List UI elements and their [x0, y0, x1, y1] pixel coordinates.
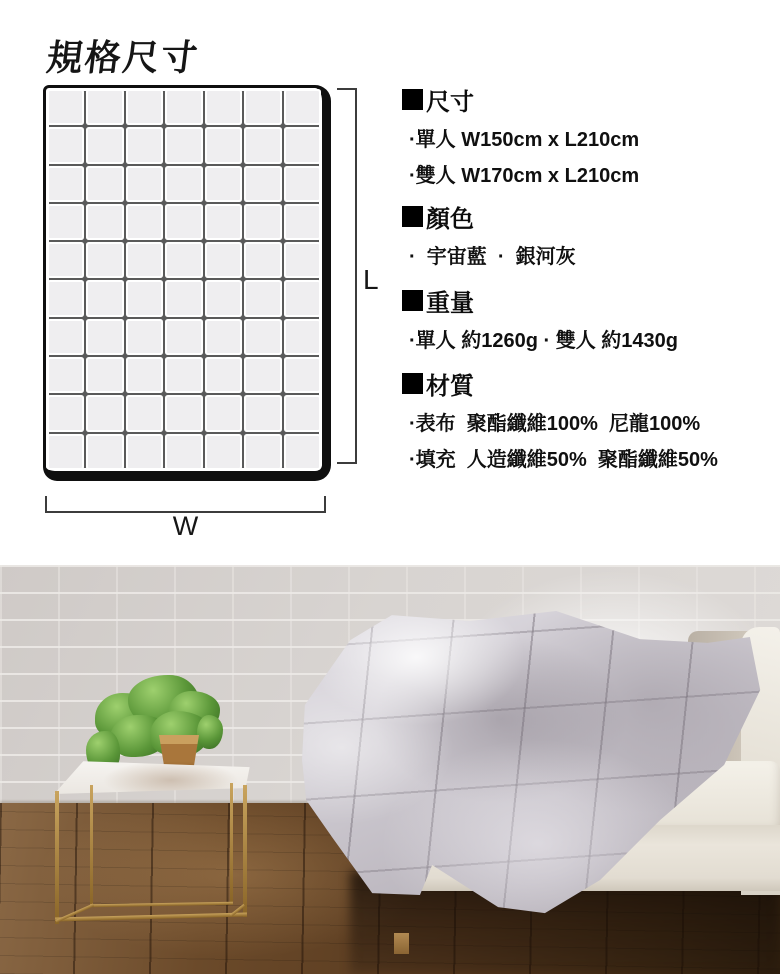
- quilt-cell: [49, 321, 82, 353]
- quilt-cell: [128, 168, 161, 200]
- quilt-cell: [246, 206, 279, 238]
- quilt-cell: [88, 206, 121, 238]
- quilt-cell: [88, 91, 121, 123]
- quilt-cell: [167, 168, 200, 200]
- quilt-cell: [167, 129, 200, 161]
- quilt-cell: [286, 244, 319, 276]
- spec-section-material: [402, 366, 774, 478]
- quilt-cell: [49, 129, 82, 161]
- spec-item: ·表布 聚酯纖維100% 尼龍100%: [409, 413, 701, 435]
- black-square-marker-icon: [402, 89, 423, 110]
- quilt-cell: [167, 244, 200, 276]
- section-heading: [402, 82, 774, 117]
- quilt-cell: [286, 91, 319, 123]
- quilt-cell: [246, 282, 279, 314]
- quilt-cell: [286, 282, 319, 314]
- section-heading: [402, 199, 774, 234]
- quilt-cell: [167, 359, 200, 391]
- quilt-cell: [207, 397, 240, 429]
- quilt-cell: [128, 129, 161, 161]
- blanket-diagram: [43, 85, 331, 481]
- black-square-marker-icon: [402, 206, 423, 227]
- quilt-cell: [49, 244, 82, 276]
- quilt-cell: [207, 244, 240, 276]
- quilt-cell: [246, 359, 279, 391]
- quilt-cell: [286, 397, 319, 429]
- quilt-cell: [88, 282, 121, 314]
- quilt-cell: [246, 244, 279, 276]
- quilt-cell: [207, 282, 240, 314]
- black-square-marker-icon: [402, 373, 423, 394]
- section-heading-label: 顏色: [426, 206, 474, 233]
- quilt-cell: [246, 436, 279, 468]
- spec-item: · 宇宙藍 · 銀河灰: [409, 246, 576, 268]
- section-heading-label: 尺寸: [426, 89, 474, 116]
- quilt-cell: [246, 91, 279, 123]
- sofa-leg: [394, 933, 409, 954]
- table-leg: [90, 785, 93, 907]
- quilt-cell: [286, 359, 319, 391]
- table-leg: [55, 791, 59, 924]
- quilt-cell: [286, 436, 319, 468]
- quilt-cell: [49, 397, 82, 429]
- quilt-cell: [128, 397, 161, 429]
- quilt-cell: [246, 129, 279, 161]
- table-leg: [243, 785, 247, 917]
- quilt-cell: [246, 397, 279, 429]
- spec-item: ·單人 W150cm x L210cm: [409, 129, 640, 151]
- quilt-cell: [167, 91, 200, 123]
- quilt-cell: [207, 359, 240, 391]
- length-label: L: [363, 264, 379, 295]
- quilt-cell: [49, 91, 82, 123]
- quilt-cell: [128, 321, 161, 353]
- quilt-cell: [88, 397, 121, 429]
- width-label: W: [172, 511, 199, 541]
- quilt-cell: [286, 206, 319, 238]
- quilt-cell: [286, 168, 319, 200]
- quilt-cell: [286, 129, 319, 161]
- quilt-cell: [49, 168, 82, 200]
- section-heading-label: 重量: [426, 290, 474, 317]
- quilt-cell: [167, 321, 200, 353]
- spec-section-color: [402, 199, 774, 275]
- page-title: 規格尺寸: [44, 37, 202, 78]
- quilt-cell: [128, 282, 161, 314]
- quilt-grid: [49, 91, 319, 468]
- quilt-cell: [88, 168, 121, 200]
- quilt-cell: [88, 129, 121, 161]
- quilt-cell: [246, 321, 279, 353]
- quilt-cell: [88, 436, 121, 468]
- spec-item: ·填充 人造纖維50% 聚酯纖維50%: [409, 449, 718, 471]
- quilt-cell: [88, 321, 121, 353]
- section-heading-label: 材質: [426, 373, 474, 400]
- quilt-cell: [128, 436, 161, 468]
- table-leg: [230, 783, 233, 902]
- quilt-cell: [167, 206, 200, 238]
- quilt-cell: [49, 282, 82, 314]
- spec-section-weight: [402, 283, 774, 359]
- lifestyle-photo: [0, 565, 780, 974]
- section-heading: [402, 283, 774, 318]
- black-square-marker-icon: [402, 290, 423, 311]
- quilt-cell: [88, 244, 121, 276]
- quilt-cell: [207, 168, 240, 200]
- quilt-cell: [207, 129, 240, 161]
- quilt-cell: [207, 321, 240, 353]
- quilt-cell: [246, 168, 279, 200]
- quilt-cell: [128, 359, 161, 391]
- spec-section-size: [402, 82, 774, 194]
- quilt-cell: [207, 206, 240, 238]
- quilt-cell: [128, 206, 161, 238]
- quilt-cell: [128, 91, 161, 123]
- quilt-cell: [207, 436, 240, 468]
- quilt-cell: [286, 321, 319, 353]
- spec-item: ·單人 約1260g · 雙人 約1430g: [409, 330, 678, 352]
- section-heading: [402, 366, 774, 401]
- length-bracket: [337, 88, 357, 464]
- quilt-cell: [49, 206, 82, 238]
- quilt-cell: [49, 359, 82, 391]
- quilt-cell: [167, 436, 200, 468]
- spec-item: ·雙人 W170cm x L210cm: [409, 165, 640, 187]
- quilt-cell: [88, 359, 121, 391]
- quilt-cell: [167, 397, 200, 429]
- quilt-cell: [128, 244, 161, 276]
- quilt-cell: [207, 91, 240, 123]
- quilt-cell: [49, 436, 82, 468]
- quilt-cell: [167, 282, 200, 314]
